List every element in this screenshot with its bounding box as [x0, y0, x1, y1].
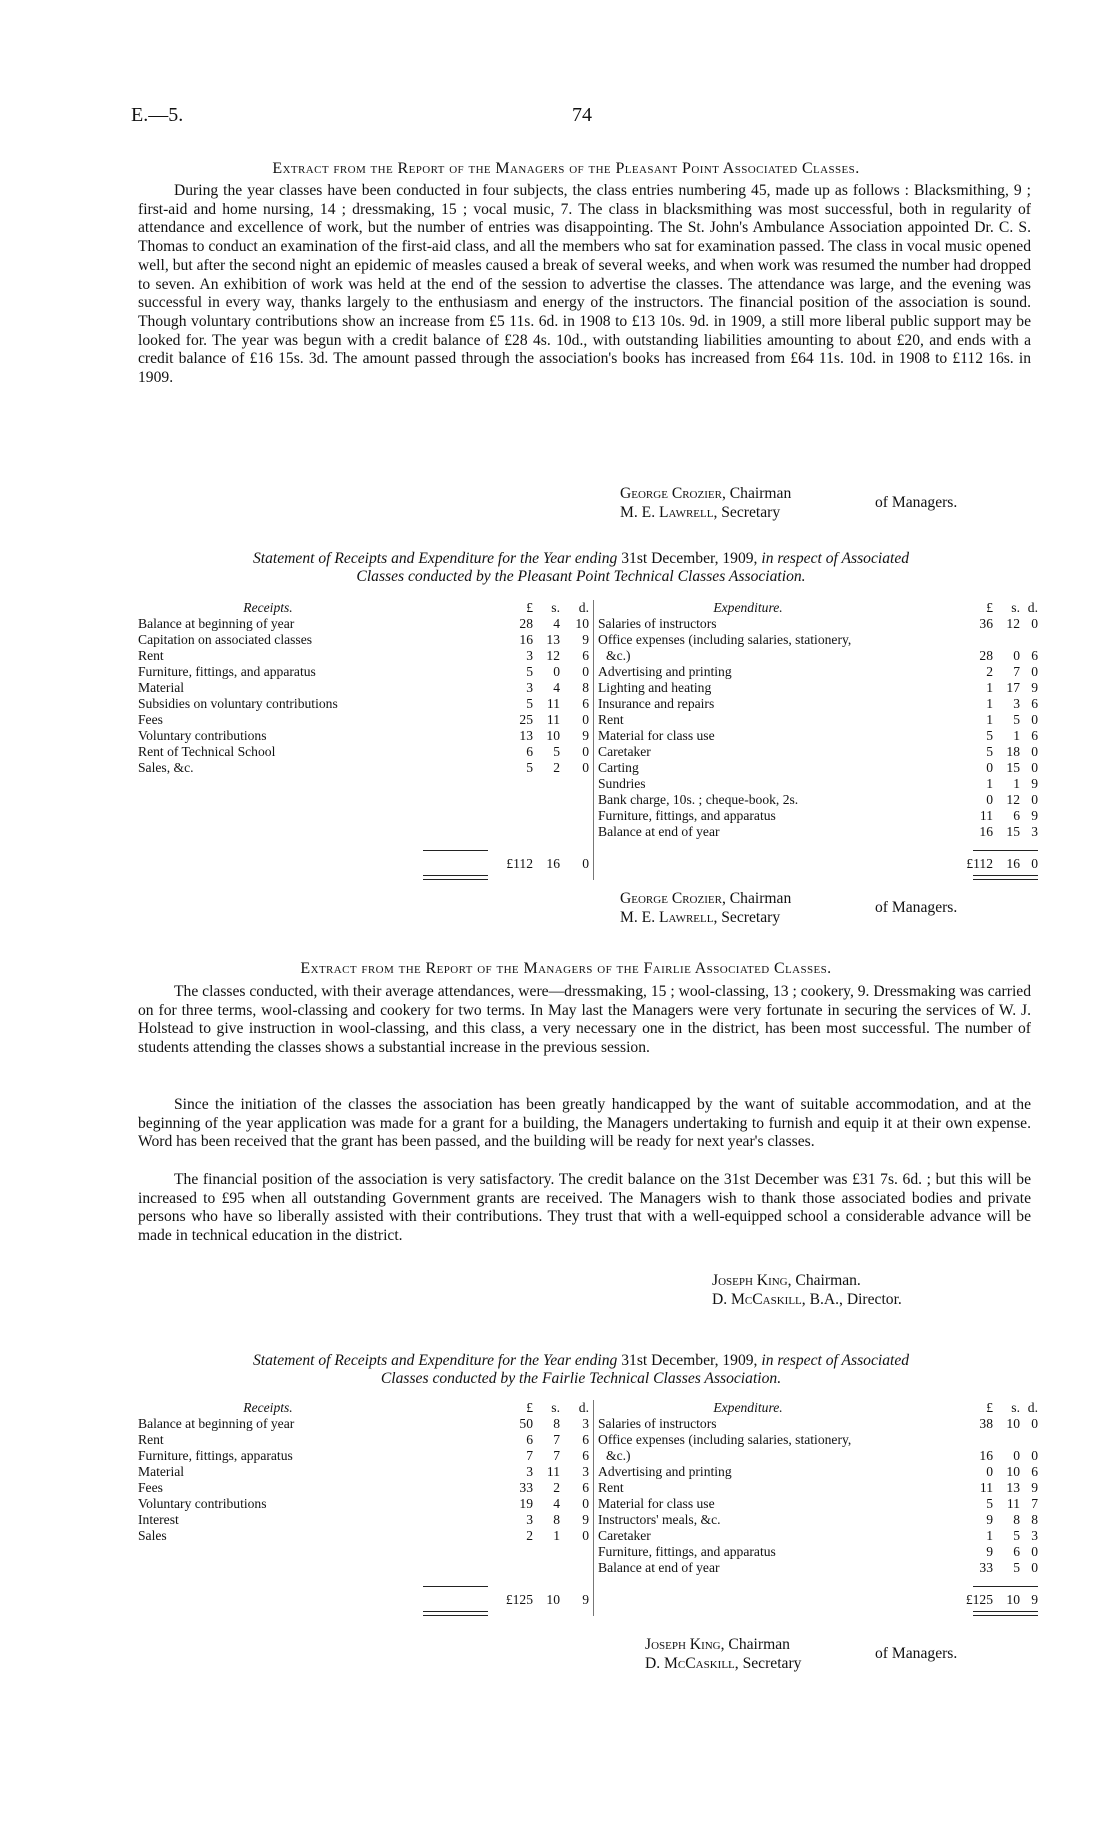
receipt-label: Voluntary contributions [138, 728, 267, 743]
receipt-row [138, 1496, 593, 1512]
receipt-label: Material [138, 680, 185, 695]
amount-shillings: 12 [546, 648, 560, 663]
receipt-label: Balance at beginning of year [138, 1416, 295, 1431]
receipt-label: Rent [138, 1432, 164, 1447]
signature-chairman: George Crozier, Chairman [620, 890, 792, 907]
total-rule [423, 1586, 488, 1587]
receipt-row [138, 680, 593, 696]
amount-shillings: 5 [1013, 1560, 1020, 1575]
expenditure-row [598, 1560, 1038, 1576]
amount-pounds: 38 [979, 1416, 993, 1431]
amount-pounds: 16 [979, 824, 993, 839]
expenditure-row [598, 648, 1038, 664]
expenditure-label: Furniture, fittings, and apparatus [598, 1544, 776, 1559]
amount-pence: 0 [582, 760, 589, 775]
expenditure-row [598, 1448, 1038, 1464]
amount-shillings: 10 [1006, 1464, 1020, 1479]
receipt-label: Interest [138, 1512, 179, 1527]
total-double-rule [423, 1611, 488, 1616]
receipt-row [138, 1464, 593, 1480]
pleasant-point-statement-table [138, 600, 1038, 900]
amount-pence: 8 [1031, 1512, 1038, 1527]
amount-pence: 6 [1031, 728, 1038, 743]
expenditure-row [598, 1464, 1038, 1480]
amount-pounds: 9 [986, 1512, 993, 1527]
amount-shillings: 11 [546, 712, 560, 727]
amount-shillings: 6 [1013, 808, 1020, 823]
expenditure-label: Rent [598, 1480, 624, 1495]
amount-pence: 6 [1031, 696, 1038, 711]
amount-shillings: 8 [553, 1416, 560, 1431]
receipts-total-row [138, 1592, 593, 1608]
total-rule [973, 1586, 1038, 1587]
amount-pence: 3 [582, 1416, 589, 1431]
amount-shillings: 4 [553, 616, 560, 631]
receipt-label: Fees [138, 712, 163, 727]
amount-pounds: 33 [519, 1480, 533, 1495]
amount-pence: 9 [582, 728, 589, 743]
receipt-label: Sales, &c. [138, 760, 194, 775]
expenditure-label: Caretaker [598, 1528, 651, 1543]
amount-pence: 3 [1031, 824, 1038, 839]
column-header-pence: d. [1027, 600, 1038, 615]
amount-shillings: 1 [553, 1528, 560, 1543]
amount-pounds: 28 [519, 616, 533, 631]
amount-pounds: 19 [519, 1496, 533, 1511]
column-header-shillings: s. [1011, 1400, 1020, 1415]
expenditure-label: &c.) [606, 1448, 631, 1463]
column-header-pounds: £ [986, 600, 993, 615]
signature-group: of Managers. [875, 1645, 958, 1662]
pleasant-point-statement-title: Statement of Receipts and Expenditure for the Year ending 31st December, 1909, in respect of Associated Classes conducted by the Pleasant Point Technical Classes Association. [252, 550, 910, 586]
amount-pounds: 1 [986, 680, 993, 695]
receipt-row [138, 1416, 593, 1432]
amount-pounds: 3 [526, 680, 533, 695]
amount-shillings: 7 [1013, 664, 1020, 679]
expenditure-label: Rent [598, 712, 624, 727]
receipt-label: Furniture, fittings, apparatus [138, 1448, 293, 1463]
column-header-pounds: £ [526, 1400, 533, 1415]
expenditure-row [598, 1528, 1038, 1544]
amount-pence: 8 [582, 680, 589, 695]
amount-pounds: 5 [986, 1496, 993, 1511]
receipt-row [138, 696, 593, 712]
pleasant-point-title: Extract from the Report of the Managers of the Pleasant Point Associated Classes. [272, 160, 860, 177]
column-header-pence: d. [578, 1400, 589, 1415]
signature-secretary: M. E. Lawrell, Secretary [620, 908, 781, 926]
fairlie-paragraph-3: The financial position of the association is very satisfactory. The credit balance on the 31st December was £31 7s. 6d. ; but this will be increased to £95 when all outstanding Government grants are received. The Managers wish to thank those associated bodies and private persons who have so liberally assisted with their contributions. They trust that with a well-equipped school a considerable advance will be made in technical education in the district. [138, 1171, 1031, 1245]
expenditure-row [598, 808, 1038, 824]
signature-chairman: Joseph King, Chairman [645, 1636, 790, 1653]
amount-pounds: 16 [519, 632, 533, 647]
signature-group: of Managers. [875, 899, 958, 916]
amount-pounds: 0 [986, 1464, 993, 1479]
amount-shillings: 1 [1013, 728, 1020, 743]
amount-pounds: 3 [526, 1512, 533, 1527]
expenditure-label: Instructors' meals, &c. [598, 1512, 721, 1527]
amount-pounds: 28 [979, 648, 993, 663]
expenditure-row [598, 664, 1038, 680]
expenditure-label: Balance at end of year [598, 1560, 720, 1575]
amount-shillings: 3 [1013, 696, 1020, 711]
expenditure-label: Furniture, fittings, and apparatus [598, 808, 776, 823]
amount-pence: 0 [1031, 616, 1038, 631]
amount-pence: 0 [1031, 1416, 1038, 1431]
amount-shillings: 6 [1013, 1544, 1020, 1559]
expenditure-row [598, 776, 1038, 792]
amount-shillings: 8 [1013, 1512, 1020, 1527]
receipt-label: Rent [138, 648, 164, 663]
receipt-label: Furniture, fittings, and apparatus [138, 664, 316, 679]
amount-pence: 9 [1031, 808, 1038, 823]
column-header-pence: d. [578, 600, 589, 615]
amount-pounds: 3 [526, 648, 533, 663]
amount-shillings: 12 [1006, 792, 1020, 807]
receipt-label: Balance at beginning of year [138, 616, 295, 631]
expenditure-label: Material for class use [598, 1496, 715, 1511]
amount-pence: 6 [582, 1480, 589, 1495]
expenditure-heading: Expenditure. [713, 1400, 783, 1415]
receipt-row [138, 712, 593, 728]
amount-pounds: 5 [526, 760, 533, 775]
amount-pence: 3 [1031, 1528, 1038, 1543]
amount-shillings: 16 [1006, 856, 1020, 871]
fairlie-paragraph-1: The classes conducted, with their average attendances, were—dressmaking, 15 ; wool-classing, 13 ; cookery, 9. Dressmaking was carried on for three terms, wool-classing and cookery for two terms. In May last the Managers were very fortunate in securing the services of W. J. Holstead to give instruction in wool-classing, and this class, a very necessary one in the district, has been most successful. The number of students attending the classes shows a substantial increase in the previous session. [138, 983, 1031, 1057]
amount-pounds: £112 [506, 856, 533, 871]
expenditure-label: Salaries of instructors [598, 1416, 717, 1431]
expenditure-label: Advertising and printing [598, 1464, 732, 1479]
amount-shillings: 13 [1006, 1480, 1020, 1495]
amount-shillings: 13 [546, 632, 560, 647]
expenditure-label: Advertising and printing [598, 664, 732, 679]
receipts-total-row [138, 856, 593, 872]
amount-pounds: £112 [966, 856, 993, 871]
receipt-row [138, 1512, 593, 1528]
amount-pence: 9 [582, 1592, 589, 1607]
receipt-row [138, 744, 593, 760]
amount-shillings: 5 [553, 744, 560, 759]
amount-pence: 0 [582, 664, 589, 679]
expenditure-total-row [598, 1592, 1038, 1608]
expenditure-row [598, 1496, 1038, 1512]
receipt-row [138, 1528, 593, 1544]
column-divider [593, 600, 594, 880]
column-header-pence: d. [1027, 1400, 1038, 1415]
receipt-row [138, 632, 593, 648]
receipt-row [138, 760, 593, 776]
amount-pence: 6 [1031, 1464, 1038, 1479]
amount-pence: 0 [582, 856, 589, 871]
amount-pence: 0 [1031, 744, 1038, 759]
amount-shillings: 4 [553, 680, 560, 695]
expenditure-total-row [598, 856, 1038, 872]
page-number: 74 [572, 104, 592, 126]
signature-group: of Managers. [875, 494, 958, 511]
amount-pounds: 13 [519, 728, 533, 743]
expenditure-row [598, 680, 1038, 696]
receipt-label: Voluntary contributions [138, 1496, 267, 1511]
amount-shillings: 10 [546, 728, 560, 743]
expenditure-row [598, 1432, 1038, 1448]
amount-pounds: 2 [526, 1528, 533, 1543]
total-rule [973, 850, 1038, 851]
amount-shillings: 2 [553, 760, 560, 775]
amount-shillings: 17 [1006, 680, 1020, 695]
amount-pence: 9 [1031, 1480, 1038, 1495]
expenditure-label: Office expenses (including salaries, stationery, [598, 1432, 852, 1447]
total-double-rule [423, 875, 488, 880]
receipt-label: Sales [138, 1528, 167, 1543]
receipt-row [138, 616, 593, 632]
amount-pence: 0 [1031, 856, 1038, 871]
amount-shillings: 0 [1013, 648, 1020, 663]
amount-pence: 0 [1031, 760, 1038, 775]
amount-pounds: 3 [526, 1464, 533, 1479]
expenditure-heading: Expenditure. [713, 600, 783, 615]
column-header-pounds: £ [526, 600, 533, 615]
amount-pounds: £125 [505, 1592, 533, 1607]
receipt-row [138, 1480, 593, 1496]
amount-shillings: 7 [553, 1432, 560, 1447]
amount-pounds: 5 [526, 696, 533, 711]
amount-pence: 9 [1031, 680, 1038, 695]
column-header-shillings: s. [551, 600, 560, 615]
amount-pence: 0 [1031, 712, 1038, 727]
receipt-label: Material [138, 1464, 185, 1479]
amount-pence: 6 [1031, 648, 1038, 663]
amount-pounds: 11 [979, 1480, 993, 1495]
signature-secretary: M. E. Lawrell, Secretary [620, 503, 781, 521]
column-header-shillings: s. [551, 1400, 560, 1415]
amount-pence: 0 [1031, 1544, 1038, 1559]
receipt-row [138, 648, 593, 664]
expenditure-row [598, 1416, 1038, 1432]
pleasant-point-paragraph: During the year classes have been conducted in four subjects, the class entries numbering 45, made up as follows : Blacksmithing, 9 ; first-aid and home nursing, 14 ; dressmaking, 15 ; vocal music, 7. The class in blacksmithing was most successful, both in regularity of attendance and excellence of work, but the number of entries was disappointing. The St. John's Ambulance Association appointed Dr. C. S. Thomas to conduct an examination of the first-aid class, and all the members who sat for examination passed. The class in vocal music opened well, but after the second night an epidemic of measles caused a break of several weeks, and when work was resumed the number had dropped to seven. An exhibition of work was held at the end of the session to advertise the classes. The attendance was large, and the evening was successful in every way, thanks largely to the enthusiasm and energy of the instructors. The financial position of the association is sound. Though voluntary contributions show an increase from £5 11s. 6d. in 1908 to £13 10s. 9d. in 1909, a still more liberal public support may be looked for. The year was begun with a credit balance of £28 4s. 10d., with outstanding liabilities amounting to about £20, and ends with a credit balance of £16 15s. 3d. The amount passed through the association's books has increased from £64 11s. 10d. in 1908 to £112 16s. in 1909. [138, 182, 1031, 387]
pleasant-point-signatures [620, 485, 791, 522]
expenditure-row [598, 824, 1038, 840]
expenditure-row [598, 760, 1038, 776]
expenditure-row [598, 632, 1038, 648]
total-double-rule [973, 1611, 1038, 1616]
amount-shillings: 10 [1006, 1416, 1020, 1431]
fairlie-statement-signatures [645, 1636, 801, 1673]
amount-pounds: 25 [519, 712, 533, 727]
amount-shillings: 4 [553, 1496, 560, 1511]
amount-pounds: 36 [979, 616, 993, 631]
expenditure-row [598, 792, 1038, 808]
amount-pence: 9 [1031, 776, 1038, 791]
amount-pence: 3 [582, 1464, 589, 1479]
expenditure-column [598, 600, 1038, 871]
expenditure-label: &c.) [606, 648, 631, 663]
amount-shillings: 16 [546, 856, 560, 871]
amount-shillings: 18 [1006, 744, 1020, 759]
amount-shillings: 5 [1013, 712, 1020, 727]
amount-shillings: 5 [1013, 1528, 1020, 1543]
expenditure-label: Carting [598, 760, 639, 775]
fairlie-statement-table [138, 1400, 1038, 1630]
expenditure-label: Bank charge, 10s. ; cheque-book, 2s. [598, 792, 799, 807]
receipt-label: Subsidies on voluntary contributions [138, 696, 338, 711]
receipt-row [138, 1432, 593, 1448]
amount-pounds: 0 [986, 792, 993, 807]
expenditure-label: Salaries of instructors [598, 616, 717, 631]
amount-pounds: 5 [526, 664, 533, 679]
amount-pounds: 6 [526, 744, 533, 759]
fairlie-statement-title: Statement of Receipts and Expenditure for the Year ending 31st December, 1909, in respect of Associated Classes conducted by the Fairlie Technical Classes Association. [252, 1352, 910, 1388]
amount-pounds: £125 [965, 1592, 993, 1607]
expenditure-row [598, 1544, 1038, 1560]
amount-pence: 6 [582, 1432, 589, 1447]
amount-pence: 0 [1031, 1448, 1038, 1463]
expenditure-row [598, 1480, 1038, 1496]
expenditure-row [598, 1512, 1038, 1528]
expenditure-label: Balance at end of year [598, 824, 720, 839]
receipt-label: Rent of Technical School [138, 744, 276, 759]
amount-pounds: 5 [986, 728, 993, 743]
amount-pounds: 33 [979, 1560, 993, 1575]
expenditure-row [598, 616, 1038, 632]
receipt-row [138, 664, 593, 680]
amount-pounds: 7 [526, 1448, 533, 1463]
amount-shillings: 1 [1013, 776, 1020, 791]
amount-pounds: 5 [986, 744, 993, 759]
total-double-rule [973, 875, 1038, 880]
amount-shillings: 8 [553, 1512, 560, 1527]
amount-pence: 0 [582, 744, 589, 759]
expenditure-label: Lighting and heating [598, 680, 712, 695]
total-rule [423, 850, 488, 851]
amount-pounds: 11 [979, 808, 993, 823]
signature-chairman: George Crozier, Chairman [620, 485, 792, 502]
expenditure-label: Caretaker [598, 744, 651, 759]
amount-pounds: 6 [526, 1432, 533, 1447]
amount-shillings: 11 [546, 696, 560, 711]
expenditure-row [598, 696, 1038, 712]
amount-pounds: 9 [986, 1544, 993, 1559]
expenditure-row [598, 728, 1038, 744]
amount-shillings: 11 [546, 1464, 560, 1479]
signature-director: D. McCaskill, B.A., Director. [712, 1290, 902, 1308]
amount-pence: 0 [582, 712, 589, 727]
expenditure-label: Sundries [598, 776, 646, 791]
signature-secretary: D. McCaskill, Secretary [645, 1654, 802, 1672]
amount-pence: 0 [1031, 1560, 1038, 1575]
amount-pence: 9 [582, 632, 589, 647]
amount-pence: 10 [575, 616, 589, 631]
expenditure-column [598, 1400, 1038, 1607]
column-divider [593, 1400, 594, 1616]
amount-shillings: 0 [553, 664, 560, 679]
fairlie-paragraph-2: Since the initiation of the classes the association has been greatly handicapped by the want of suitable accommodation, and at the beginning of the year application was made for a grant for a building, the Managers undertaking to furnish and equip it at their own expense. Word has been received that the grant has been passed, and the building will be ready for next year's classes. [138, 1096, 1031, 1151]
expenditure-label: Office expenses (including salaries, stationery, [598, 632, 852, 647]
amount-pence: 0 [582, 1496, 589, 1511]
amount-pounds: 1 [986, 696, 993, 711]
amount-pounds: 2 [986, 664, 993, 679]
signature-chairman: Joseph King, Chairman. [712, 1272, 861, 1289]
amount-pence: 0 [582, 1528, 589, 1543]
amount-pounds: 1 [986, 712, 993, 727]
column-header-shillings: s. [1011, 600, 1020, 615]
amount-pounds: 0 [986, 760, 993, 775]
amount-pence: 0 [1031, 664, 1038, 679]
expenditure-row [598, 712, 1038, 728]
amount-shillings: 10 [1006, 1592, 1020, 1607]
amount-pounds: 1 [986, 1528, 993, 1543]
expenditure-row [598, 744, 1038, 760]
amount-shillings: 15 [1006, 760, 1020, 775]
amount-shillings: 7 [553, 1448, 560, 1463]
amount-pence: 9 [582, 1512, 589, 1527]
receipts-column [138, 600, 593, 871]
amount-pounds: 50 [519, 1416, 533, 1431]
receipt-label: Capitation on associated classes [138, 632, 313, 647]
amount-pounds: 1 [986, 776, 993, 791]
fairlie-report-signatures [712, 1272, 902, 1309]
amount-pence: 6 [582, 696, 589, 711]
amount-shillings: 0 [1013, 1448, 1020, 1463]
amount-pence: 6 [582, 648, 589, 663]
amount-shillings: 12 [1006, 616, 1020, 631]
receipt-row [138, 728, 593, 744]
amount-pence: 9 [1031, 1592, 1038, 1607]
pleasant-point-statement-signatures [620, 890, 791, 927]
amount-shillings: 10 [546, 1592, 560, 1607]
receipt-label: Fees [138, 1480, 163, 1495]
amount-shillings: 2 [553, 1480, 560, 1495]
expenditure-label: Material for class use [598, 728, 715, 743]
expenditure-label: Insurance and repairs [598, 696, 715, 711]
receipts-heading: Receipts. [243, 600, 293, 615]
amount-shillings: 11 [1006, 1496, 1020, 1511]
amount-pounds: 16 [979, 1448, 993, 1463]
column-header-pounds: £ [986, 1400, 993, 1415]
amount-pence: 7 [1031, 1496, 1038, 1511]
receipts-heading: Receipts. [243, 1400, 293, 1415]
document-code: E.—5. [131, 104, 184, 126]
receipt-row [138, 1448, 593, 1464]
amount-pence: 6 [582, 1448, 589, 1463]
receipts-column [138, 1400, 593, 1607]
fairlie-title: Extract from the Report of the Managers of the Fairlie Associated Classes. [300, 960, 832, 977]
amount-pence: 0 [1031, 792, 1038, 807]
amount-shillings: 15 [1006, 824, 1020, 839]
